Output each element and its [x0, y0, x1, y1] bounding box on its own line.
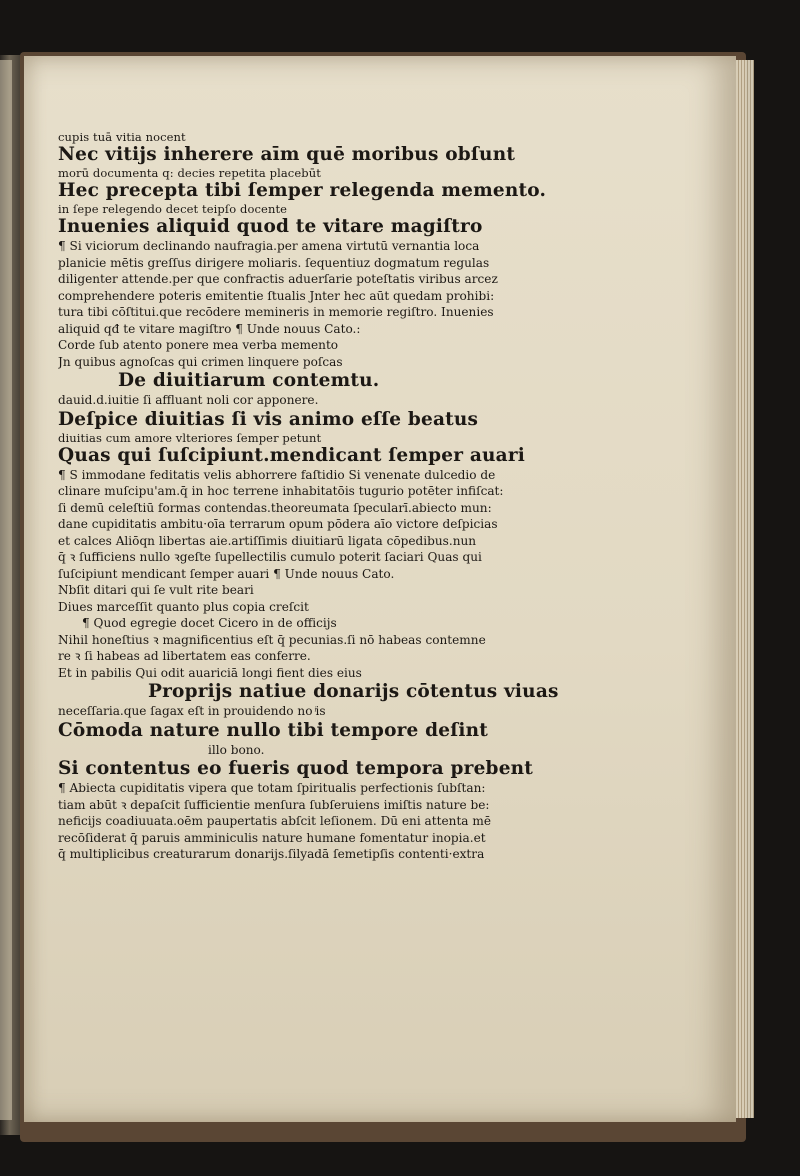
commentary-line: tura tibi cōſtitui.que recōdere memineris in memorie regiſtro. Inuenies: [58, 305, 494, 319]
commentary-line: ¶ Si viciorum declinando naufragia.per amena virtutū vernantia loca: [58, 239, 480, 253]
commentary-line: q̄ multiplicibus creaturarum donarijs.ſilyadā ſemetipſis contenti·extra: [58, 847, 485, 861]
commentary-line: q̄ ꝛ ſufficiens nullo ꝛgeſte ſupellectilis cumulo poterit ſaciari Quas qui: [58, 550, 482, 564]
commentary-line: neceſſaria.que ſagax eſt in prouidendo no ͥis: [58, 704, 326, 718]
verse-line: Quas qui ſuſcipiunt.mendicant ſemper auari: [58, 444, 526, 466]
commentary-line: Nihil honeſtius ꝛ magnificentius eſt q̄ pecunias.ſi nō habeas contemne: [58, 632, 486, 647]
verse-line: Si contentus eo fueris quod tempora prebent: [58, 758, 534, 779]
verse-line: Nec vitijs inherere aīm quē moribus obſunt: [58, 144, 516, 165]
commentary-line: recōſiderat q̄ paruis amminiculis nature humane fomentatur inopia.et: [58, 830, 486, 845]
commentary-line: neficijs coadiuuata.oēm paupertatis abſcit leſionem. Dū eni attenta mē: [58, 814, 491, 828]
commentary-line: Jn quibus agnoſcas qui crimen linquere poſcas: [58, 354, 343, 369]
verse-line: Deſpice diuitias ſi vis animo eſſe beatus: [58, 408, 479, 430]
commentary-line: et calces Aliōqn libertas aie.artiſſimis diuitiarū ligata cōpedibus.nun: [58, 533, 477, 548]
verse-line: Inuenies aliquid quod te vitare magiſtro: [58, 216, 483, 237]
commentary-line: planicie mētis greſſus dirigere moliaris. ſequentiuz dogmatum regulas: [58, 255, 490, 270]
commentary-line: illo bono.: [208, 742, 265, 757]
commentary-line: dauid.d.iuitie ſi affluant noli cor apponere.: [58, 393, 319, 407]
verse-line: Hec precepta tibi ſemper relegenda memento.: [58, 180, 547, 201]
commentary-line: re ꝛ ſi habeas ad libertatem eas conferre.: [58, 649, 311, 663]
verse-line: Proprijs natiue donarijs cōtentus viuas: [148, 681, 559, 702]
commentary-line: Et in pabilis Qui odit auariciā longi fient dies eius: [58, 665, 362, 680]
commentary-line: Nbſit ditari qui ſe vult rite beari: [58, 583, 254, 597]
verse-line: Cōmoda nature nullo tibi tempore deſint: [58, 719, 489, 741]
commentary-line: ¶ S immodane feditatis velis abhorrere faſtidio Si venenate dulcedio de: [58, 467, 496, 482]
commentary-line: comprehendere poteris emitentie ſtualis Jnter hec aūt quedam prohibi:: [58, 288, 495, 303]
gloss-line: in ſepe relegendo decet teipſo docente: [58, 202, 288, 216]
left-page-edge: [0, 60, 12, 1120]
commentary-line: ¶ Quod egregie docet Cicero in de officijs: [82, 616, 337, 630]
commentary-line: ſuſcipiunt mendicant ſemper auari ¶ Unde nouus Cato.: [58, 566, 395, 581]
commentary-line: clinare muſcipu'am.q̄ in hoc terrene inhabitatōis tugurio potēter infiſcat:: [58, 484, 504, 498]
commentary-line: ¶ Abiecta cupiditatis vipera que totam ſpiritualis perfectionis ſubſtan:: [58, 781, 486, 795]
commentary-line: ſi demū celeſtiū formas contendas.theoreumata ſpecularī.abiecto mun:: [58, 500, 492, 515]
commentary-line: diligenter attende.per que confractis aduerſarie poteſtatis viribus arcez: [58, 272, 498, 286]
commentary-line: Corde ſub atento ponere mea verba memento: [58, 338, 339, 352]
gloss-line: diuitias cum amore vlteriores ſemper petunt: [58, 430, 322, 445]
gloss-line: cupis tuā vitia nocent: [58, 130, 186, 144]
commentary-line: Diues marceſſit quanto plus copia creſcit: [58, 599, 309, 614]
page-fore-edge: [736, 60, 754, 1118]
page-text-block: [58, 130, 694, 863]
commentary-line: tiam abūt ꝛ depaſcit ſufficientie menſura ſubſeruiens imiſtis nature be:: [58, 797, 490, 812]
commentary-line: aliquid qđ te vitare magiſtro ¶ Unde nouus Cato.:: [58, 321, 361, 336]
commentary-line: dane cupiditatis ambitu·oīa terrarum opum pōdera aīo victore deſpicias: [58, 517, 498, 531]
gloss-line: morū documenta q: decies repetita placebūt: [58, 166, 321, 180]
verse-line: De diuitiarum contemtu.: [118, 370, 380, 391]
